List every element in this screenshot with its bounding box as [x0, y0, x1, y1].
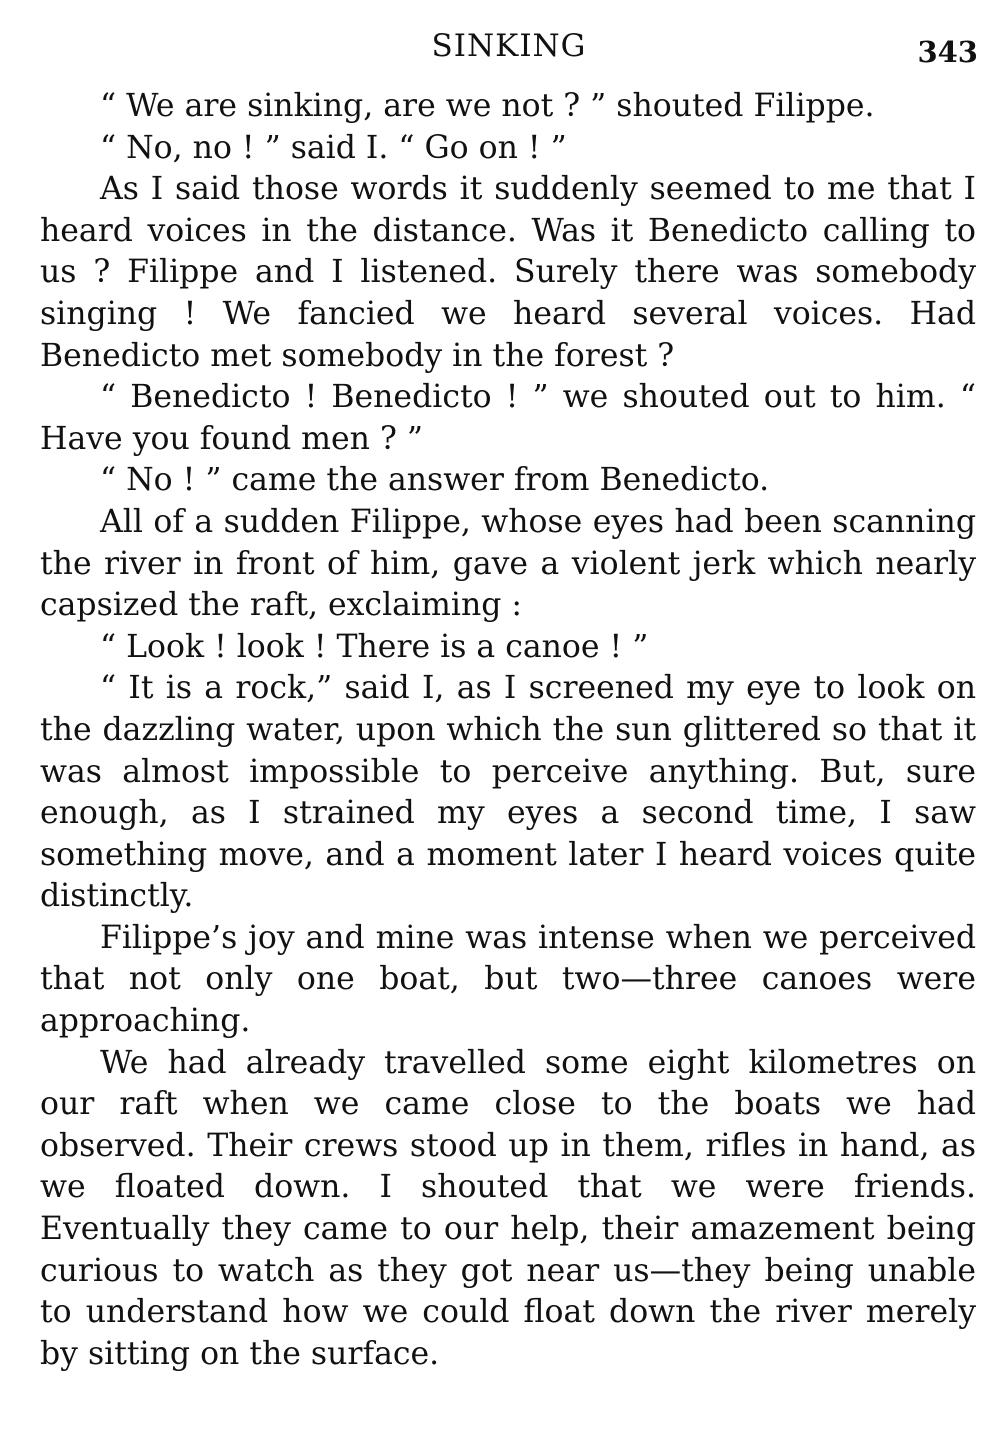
paragraph: “ Look ! look ! There is a canoe ! ”	[100, 628, 649, 665]
running-head	[40, 24, 978, 74]
paragraph: As I said those words it suddenly seemed to me that I heard voices in the distance. Was it Benedicto calling to us ? Filippe and I listened. Surely there was somebody singing ! We fancied we heard several voices. Had Benedicto met somebody in the forest ?	[40, 171, 976, 374]
paragraph: We had already travelled some eight kilometres on our raft when we came close to the boats we had observed. Their crews stood up in them, rifles in hand, as we floated down. I shouted that we were friends. Eventually they came to our help, their amazement being curious to watch as they got near us—they being unable to understand how we could float down the river merely by sitting on the surface.	[40, 1044, 976, 1372]
paragraph: “ It is a rock,” said I, as I screened my eye to look on the dazzling water, upon which the sun glittered so that it was almost impossible to perceive anything. But, sure enough, as I strained my eyes a second time, I saw something move, and a moment later I heard voices quite distinctly.	[40, 670, 976, 915]
paragraph: Filippe’s joy and mine was intense when we perceived that not only one boat, but two—three canoes were approaching.	[40, 919, 976, 1040]
page-number: 343	[917, 35, 978, 69]
paragraph: “ No, no ! ” said I. “ Go on ! ”	[100, 129, 567, 166]
paragraph: “ We are sinking, are we not ? ” shouted Filippe.	[100, 88, 875, 124]
paragraph: “ No ! ” came the answer from Benedicto.	[100, 462, 770, 499]
paragraph: All of a sudden Filippe, whose eyes had been scanning the river in front of him, gave a violent jerk which nearly capsized the raft, exclaiming :	[40, 503, 976, 624]
chapter-running-title: SINKING	[431, 28, 587, 64]
paragraph: “ Benedicto ! Benedicto ! ” we shouted out to him. “ Have you found men ? ”	[40, 379, 976, 457]
body-text	[40, 86, 976, 1375]
